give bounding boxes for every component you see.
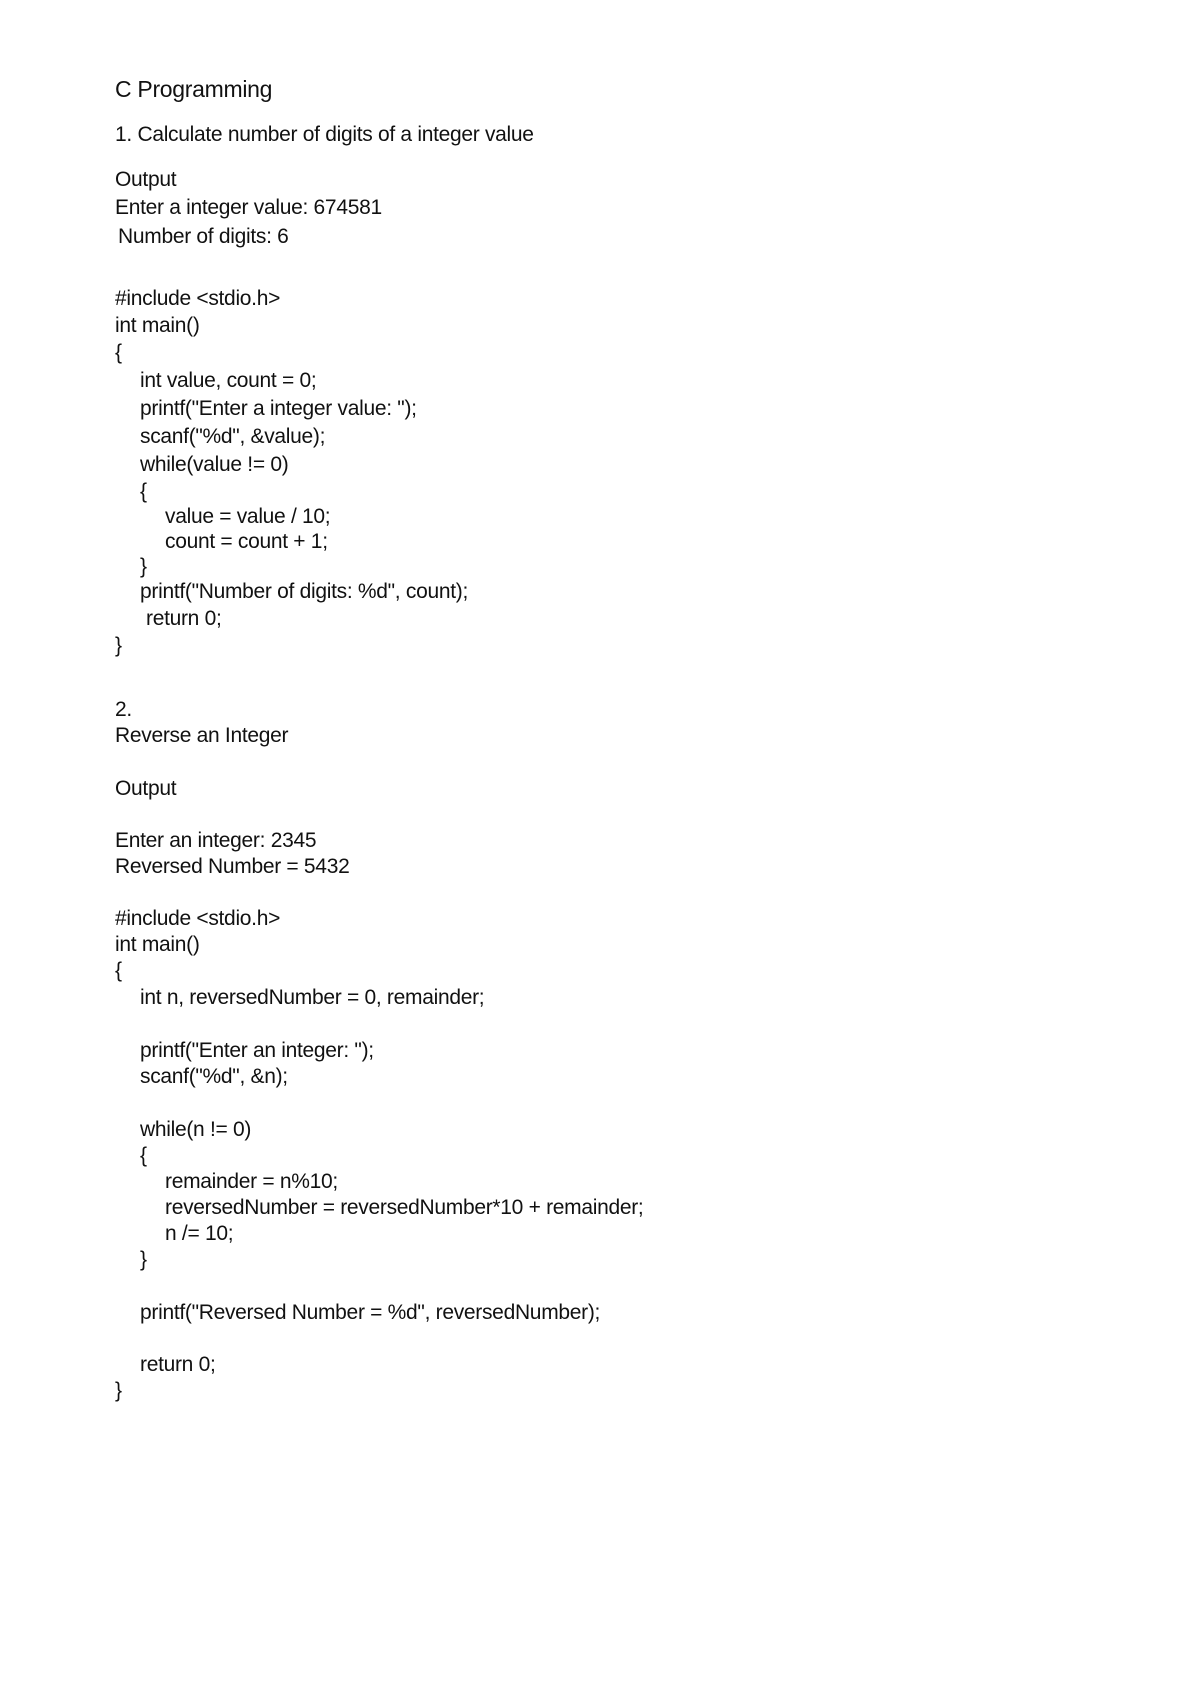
code-line: int n, reversedNumber = 0, remainder; bbox=[140, 986, 485, 1009]
section-1-heading: 1. Calculate number of digits of a integer value bbox=[115, 123, 534, 146]
document-title: C Programming bbox=[115, 76, 273, 102]
code-line: while(n != 0) bbox=[140, 1118, 252, 1141]
code-line: value = value / 10; bbox=[165, 505, 331, 528]
code-line: int main() bbox=[115, 933, 200, 956]
code-line: int value, count = 0; bbox=[140, 369, 317, 392]
code-line: remainder = n%10; bbox=[165, 1170, 338, 1193]
code-line: scanf("%d", &value); bbox=[140, 425, 326, 448]
section-2-heading: Reverse an Integer bbox=[115, 724, 289, 747]
code-line: { bbox=[140, 1144, 147, 1167]
code-line: } bbox=[140, 1248, 147, 1271]
code-line: return 0; bbox=[140, 1353, 216, 1376]
section-2-output-label: Output bbox=[115, 777, 177, 800]
section-1-output-label: Output bbox=[115, 168, 177, 191]
code-line: #include <stdio.h> bbox=[115, 287, 281, 310]
section-2-output-line: Enter an integer: 2345 bbox=[115, 829, 317, 852]
code-line: count = count + 1; bbox=[165, 530, 328, 553]
code-line: int main() bbox=[115, 314, 200, 337]
code-line: return 0; bbox=[146, 607, 222, 630]
section-1-output-line: Number of digits: 6 bbox=[118, 225, 289, 248]
section-1-output-line: Enter a integer value: 674581 bbox=[115, 196, 382, 219]
code-line: } bbox=[140, 555, 147, 578]
code-line: { bbox=[115, 959, 122, 982]
code-line: while(value != 0) bbox=[140, 453, 289, 476]
code-line: printf("Number of digits: %d", count); bbox=[140, 580, 468, 603]
code-line: { bbox=[140, 480, 147, 503]
code-line: printf("Enter a integer value: "); bbox=[140, 397, 417, 420]
code-line: { bbox=[115, 341, 122, 364]
code-line: } bbox=[115, 1379, 122, 1402]
code-line: printf("Enter an integer: "); bbox=[140, 1039, 374, 1062]
code-line: #include <stdio.h> bbox=[115, 907, 281, 930]
code-line: } bbox=[115, 634, 122, 657]
code-line: printf("Reversed Number = %d", reversedNumber); bbox=[140, 1301, 601, 1324]
code-line: scanf("%d", &n); bbox=[140, 1065, 288, 1088]
section-2-output-line: Reversed Number = 5432 bbox=[115, 855, 350, 878]
code-line: reversedNumber = reversedNumber*10 + remainder; bbox=[165, 1196, 644, 1219]
code-line: n /= 10; bbox=[165, 1222, 234, 1245]
section-2-number: 2. bbox=[115, 698, 132, 721]
